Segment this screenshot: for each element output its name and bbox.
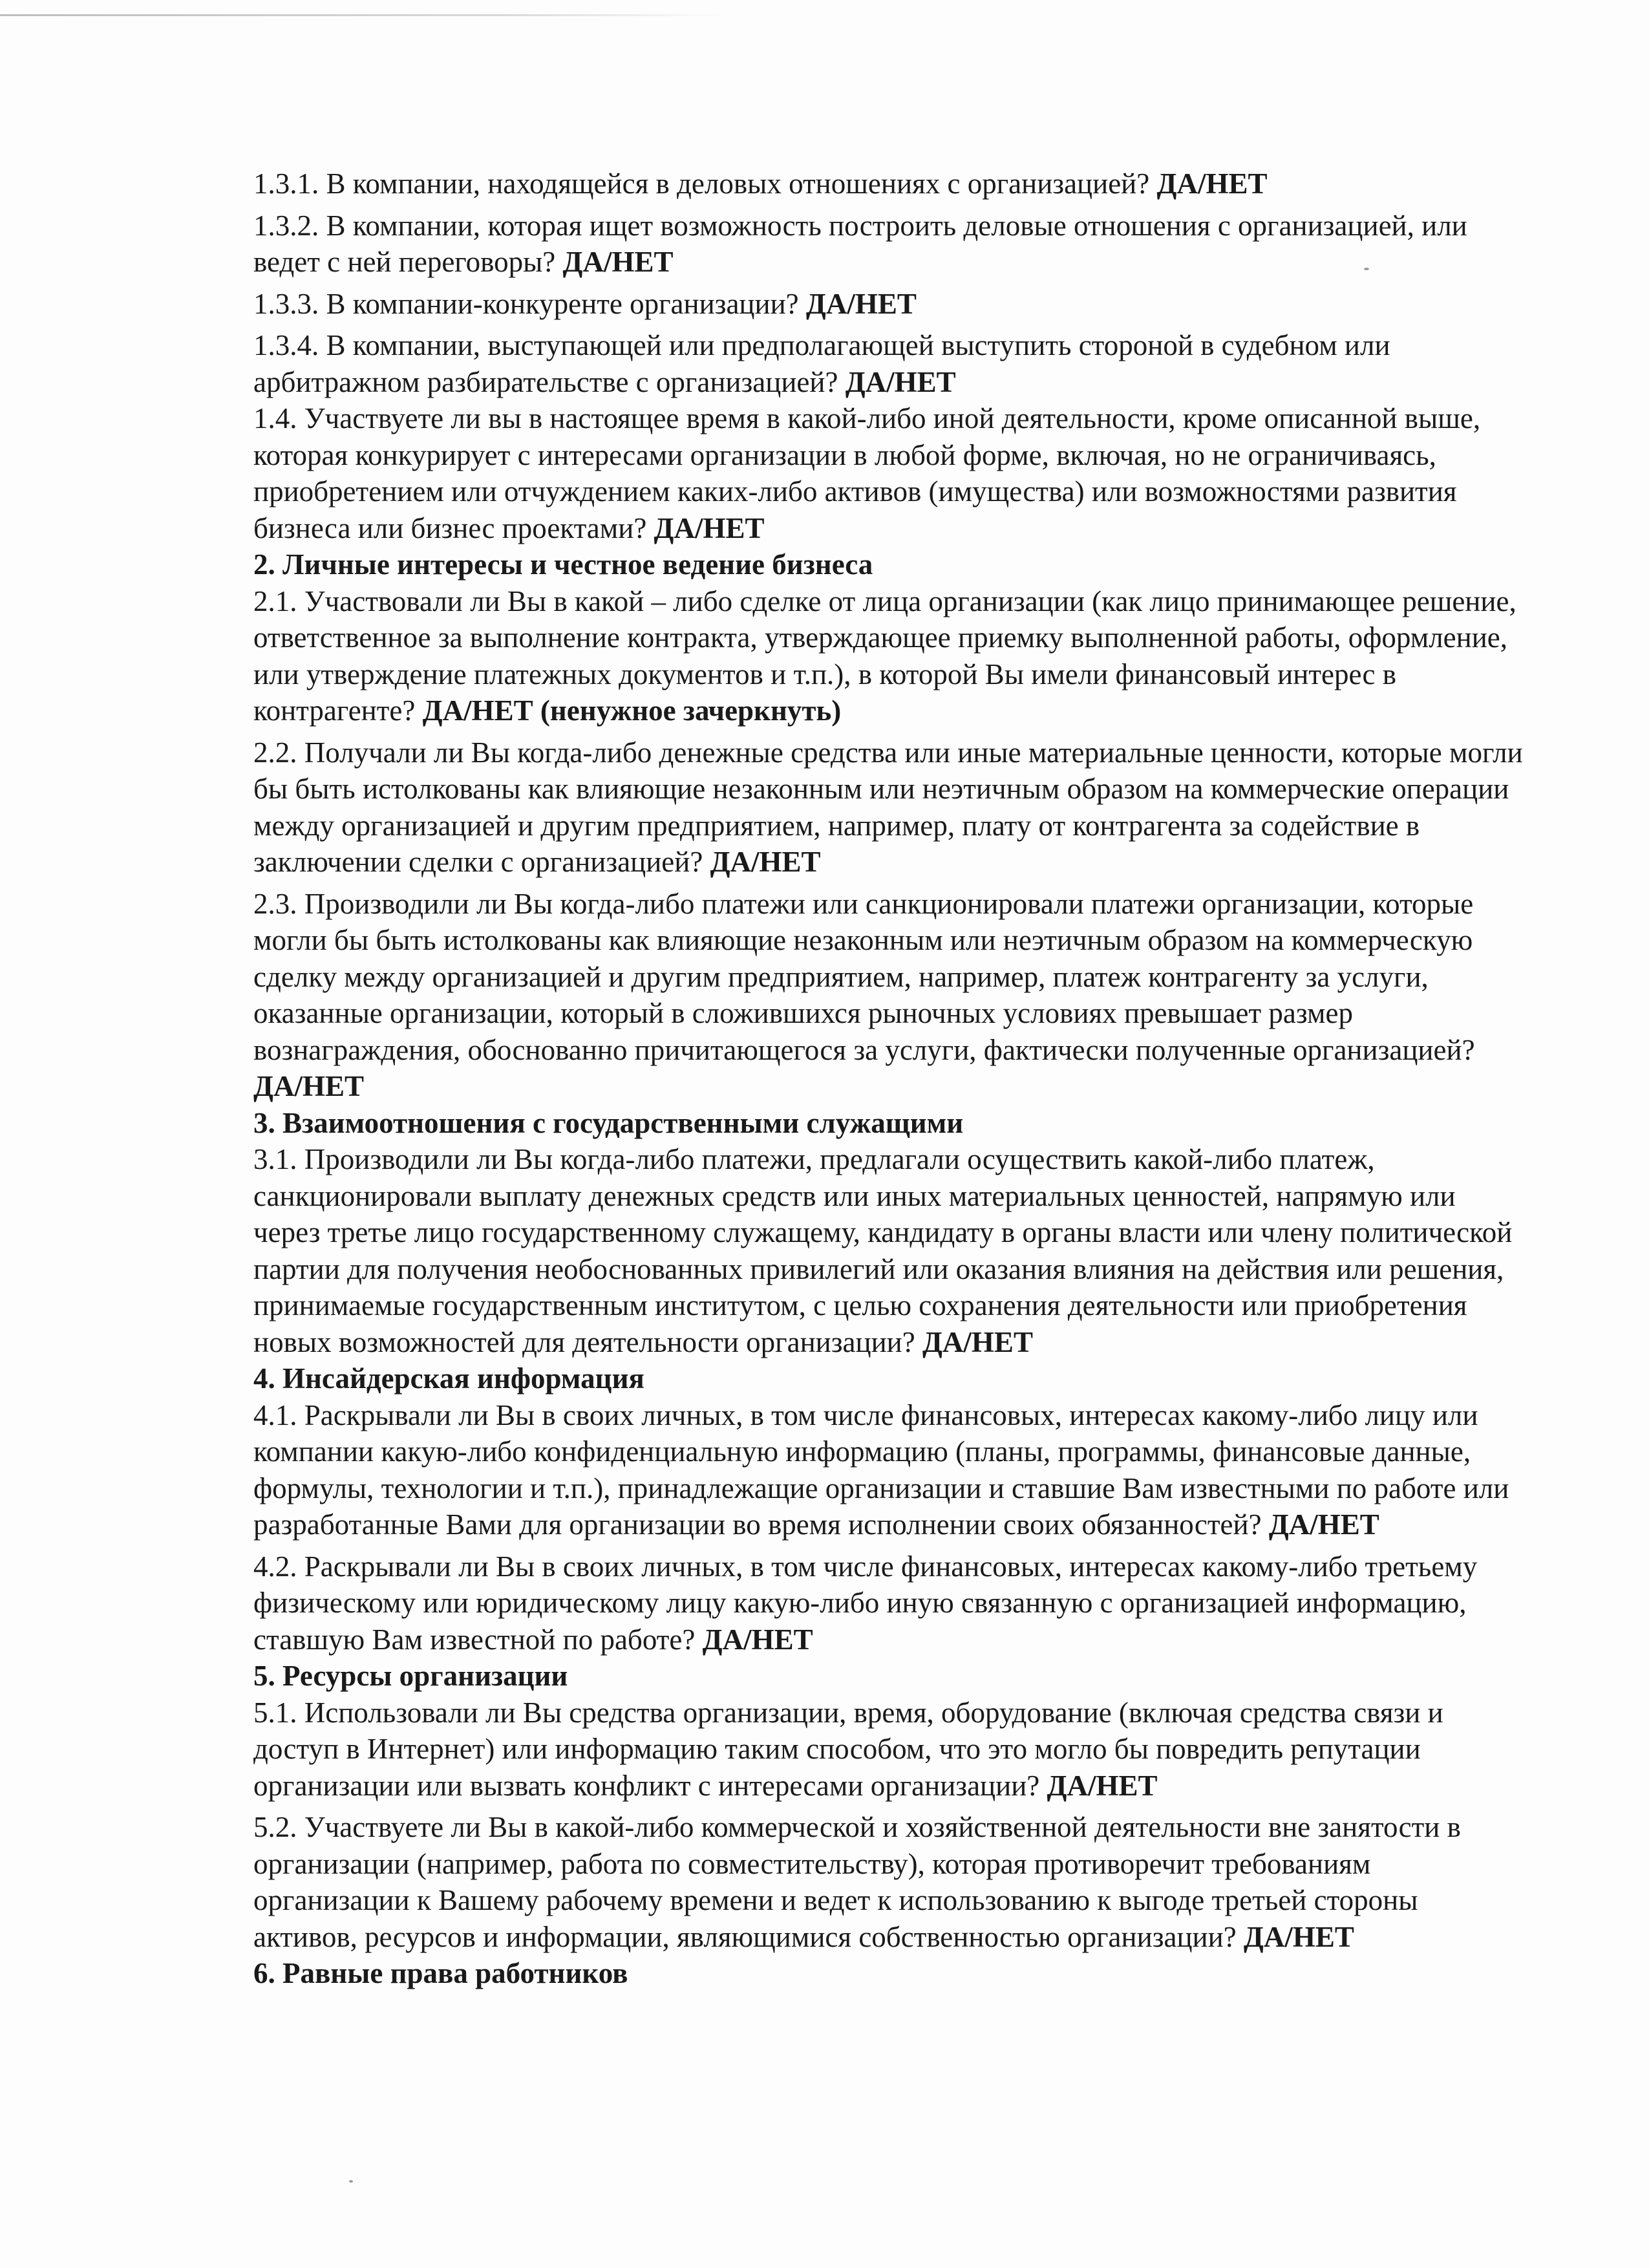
- question-number: 1.3.4.: [253, 329, 319, 361]
- answer-options: ДА/НЕТ: [710, 846, 821, 878]
- question-2-2: [253, 734, 1527, 881]
- question-text: Использовали ли Вы средства организации, время, оборудование (включая средства связи и доступ в Интернет) или информацию таким способом, что это могло бы повредить репутации организации или вызвать конфликт с интересами организации?: [253, 1696, 1443, 1802]
- scan-speck: [349, 2180, 353, 2183]
- section-heading-3: 3. Взаимоотношения с государственными служащими: [253, 1106, 964, 1139]
- question-number: 3.1.: [253, 1143, 297, 1175]
- section-heading-4: 4. Инсайдерская информация: [253, 1362, 644, 1395]
- answer-options: ДА/НЕТ: [1243, 1920, 1354, 1953]
- question-number: 4.1.: [253, 1398, 297, 1431]
- answer-options: ДА/НЕТ: [702, 1623, 813, 1656]
- question-text: Участвуете ли Вы в какой-либо коммерческой и хозяйственной деятельности вне занятости в организации (например, работа по совместительству), которая противоречит требованиям организации к Вашему рабочему времени и ведет к использованию к выгоде третьей стороны активов, ресурсов и информации, являющимися собственностью организации?: [253, 1811, 1461, 1953]
- answer-options: ДА/НЕТ: [253, 1070, 364, 1102]
- question-5-1: [253, 1695, 1527, 1804]
- question-text: Производили ли Вы когда-либо платежи, предлагали осуществить какой-либо платеж, санкционировали выплату денежных средств или иных материальных ценностей, напрямую или через третье лицо государственному служащему, кандидату в органы власти или члену политической партии для получения необоснованных привилегий или оказания влияния на действия или решения, принимаемые государственным институтом, с целью сохранения деятельности или приобретения новых возможностей для деятельности организации?: [253, 1143, 1513, 1358]
- question-text: В компании, находящейся в деловых отношениях с организацией?: [326, 167, 1150, 200]
- answer-options: ДА/НЕТ: [845, 365, 956, 398]
- question-number: 1.3.3.: [253, 287, 319, 320]
- question-number: 4.2.: [253, 1550, 297, 1583]
- question-2-3: [253, 886, 1527, 1105]
- question-1-3-2: [253, 208, 1527, 281]
- question-text: Производили ли Вы когда-либо платежи или санкционировали платежи организации, которые могли бы быть истолкованы как влияющие незаконным или неэтичным образом на коммерческую сделку между организацией и другим предприятием, например, платеж контрагенту за услуги, оказанные организации, который в сложившихся рыночных условиях превышает размер вознаграждения, обоснованно причитающегося за услуги, фактически полученные организацией?: [253, 887, 1475, 1066]
- question-text: Получали ли Вы когда-либо денежные средства или иные материальные ценности, которые могли бы быть истолкованы как влияющие незаконным или неэтичным образом на коммерческие операции между организацией и другим предприятием, например, плату от контрагента за содействие в заключении сделки с организацией?: [253, 736, 1523, 878]
- question-text: Участвуете ли вы в настоящее время в какой-либо иной деятельности, кроме описанной выше, которая конкурирует с интересами организации в любой форме, включая, но не ограничиваясь, приобретением или отчуждением каких-либо активов (имущества) или возможностями развития бизнеса или бизнес проектами?: [253, 402, 1481, 544]
- question-number: 2.2.: [253, 736, 297, 769]
- question-number: 5.1.: [253, 1696, 297, 1729]
- answer-options: ДА/НЕТ: [805, 287, 917, 320]
- scan-edge-line: [0, 14, 724, 16]
- question-number: 2.3.: [253, 887, 297, 920]
- answer-options: ДА/НЕТ: [922, 1325, 1033, 1358]
- answer-options: ДА/НЕТ (ненужное зачеркнуть): [422, 694, 842, 727]
- question-4-1: [253, 1397, 1527, 1543]
- question-number: 1.4.: [253, 402, 297, 434]
- answer-options: ДА/НЕТ: [1156, 167, 1268, 200]
- question-text: Раскрывали ли Вы в своих личных, в том числе финансовых, интересах какому-либо лицу или компании какую-либо конфиденциальную информацию (планы, программы, финансовые данные, формулы, технологии и т.п.), принадлежащие организации и ставшие Вам известными по работе или разработанные Вами для организации во время исполнении своих обязанностей?: [253, 1398, 1509, 1541]
- question-text: В компании, выступающей или предполагающей выступить стороной в судебном или арбитражном разбирательстве с организацией?: [253, 329, 1390, 398]
- answer-options: ДА/НЕТ: [1047, 1769, 1158, 1802]
- questionnaire-body: [253, 166, 1527, 1992]
- answer-options: ДА/НЕТ: [562, 246, 674, 278]
- question-1-3-3: [253, 286, 1527, 323]
- question-4-2: [253, 1548, 1527, 1658]
- question-text: В компании, которая ищет возможность построить деловые отношения с организацией, или ведет с ней переговоры?: [253, 209, 1467, 278]
- section-heading-5: 5. Ресурсы организации: [253, 1660, 568, 1692]
- question-text: Участвовали ли Вы в какой – либо сделке от лица организации (как лицо принимающее решение, ответственное за выполнение контракта, утверждающее приемку выполненной работы, оформление, или утверждение платежных документов и т.п.), в которой Вы имели финансовый интерес в контрагенте?: [253, 584, 1516, 727]
- question-number: 1.3.2.: [253, 209, 319, 242]
- section-heading-2: 2. Личные интересы и честное ведение бизнеса: [253, 548, 873, 581]
- question-number: 1.3.1.: [253, 167, 319, 200]
- section-heading-6: 6. Равные права работников: [253, 1957, 628, 1989]
- question-text: В компании-конкуренте организации?: [326, 287, 799, 320]
- answer-options: ДА/НЕТ: [1268, 1508, 1379, 1541]
- question-3-1: [253, 1141, 1527, 1360]
- question-2-1: [253, 583, 1527, 729]
- question-text: Раскрывали ли Вы в своих личных, в том числе финансовых, интересах какому-либо третьему физическому или юридическому лицу какую-либо иную связанную с организацией информацию, ставшую Вам известной по работе?: [253, 1550, 1478, 1656]
- question-1-3-4: [253, 327, 1527, 400]
- question-number: 2.1.: [253, 584, 297, 617]
- answer-options: ДА/НЕТ: [654, 511, 765, 544]
- question-5-2: [253, 1809, 1527, 1955]
- question-number: 5.2.: [253, 1811, 297, 1843]
- question-1-4: [253, 400, 1527, 546]
- question-1-3-1: [253, 166, 1527, 202]
